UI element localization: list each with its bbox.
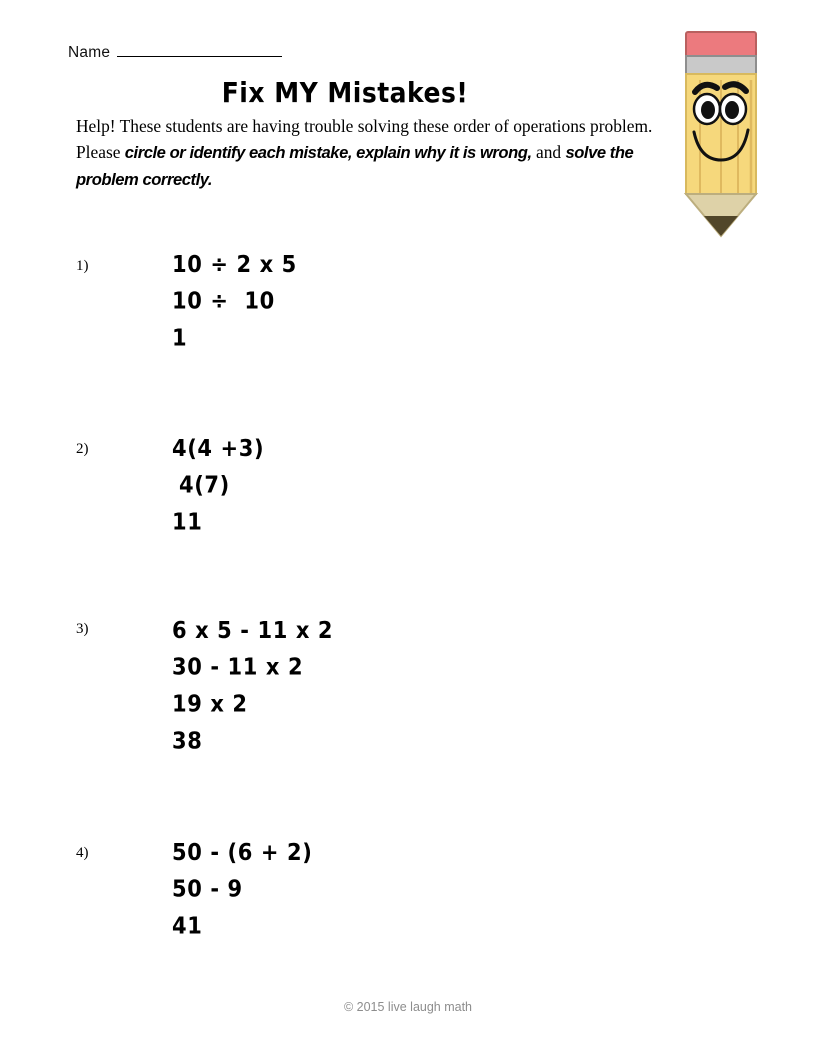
problem-1-line-1: 10 ÷ 2 x 5: [172, 250, 297, 278]
smiling-pencil-icon: [678, 30, 764, 242]
problem-1-work: [172, 246, 297, 357]
problem-2-line-1: 4(4 +3): [172, 434, 265, 462]
pencil-eraser: [686, 32, 756, 57]
problem-1-line-3: 1: [172, 324, 188, 352]
problem-1-line-2: 10 ÷ 10: [172, 287, 275, 315]
problem-3-line-3: 19 x 2: [172, 690, 248, 718]
problem-3-line-2: 30 - 11 x 2: [172, 653, 304, 681]
pencil-graphite-point: [704, 216, 738, 236]
problem-4-line-1: 50 - (6 + 2): [172, 838, 313, 866]
name-input-blank[interactable]: [117, 42, 282, 57]
problem-3-line-4: 38: [172, 727, 203, 755]
problem-2-work: [172, 430, 264, 541]
problem-1-number: 1): [76, 258, 89, 274]
instructions-emphasis-1: circle or identify each mistake, explain why it is wrong,: [124, 143, 532, 162]
problem-4-line-3: 41: [172, 912, 203, 940]
page-title: Fix MY Mistakes!: [221, 76, 469, 109]
problem-4-line-2: 50 - 9: [172, 875, 243, 903]
name-row: [68, 42, 282, 62]
problem-3-work: [172, 612, 333, 760]
problem-3-line-1: 6 x 5 - 11 x 2: [172, 616, 334, 644]
problem-2-number: 2): [76, 441, 89, 457]
instructions-text-part2: and: [531, 142, 566, 162]
instructions-paragraph: [76, 113, 681, 193]
problem-4-number: 4): [76, 845, 89, 861]
problem-2-line-2: 4(7): [179, 471, 230, 499]
pencil-left-pupil: [701, 101, 715, 119]
footer-copyright: © 2015 live laugh math: [343, 1000, 473, 1014]
pencil-right-pupil: [725, 101, 739, 119]
problem-3-number: 3): [76, 621, 89, 637]
problem-2-line-3: 11: [172, 508, 203, 536]
pencil-ferrule: [686, 56, 756, 75]
instructions-emphasis-2: solve the problem correctly.: [76, 143, 634, 189]
instructions-text-part1: Help! These students are having trouble solving these order of operations problem. Please: [76, 116, 653, 162]
problem-4-work: [172, 834, 312, 945]
name-label: Name: [68, 44, 111, 61]
